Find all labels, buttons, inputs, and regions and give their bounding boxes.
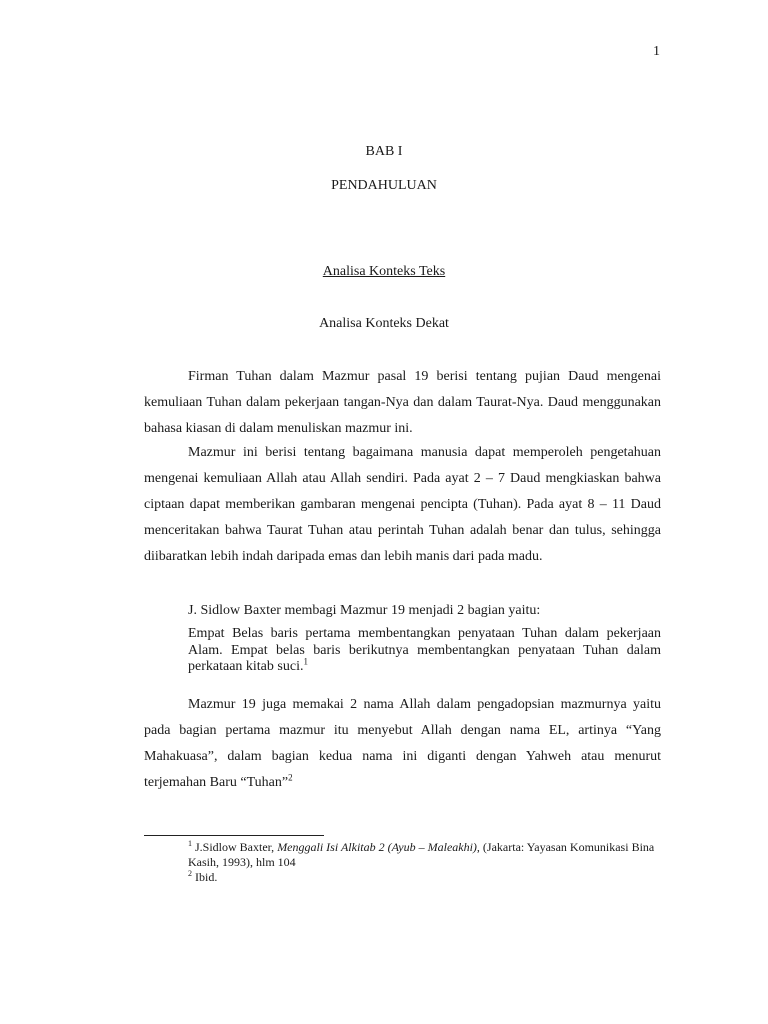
footnote-1-author: J.Sidlow Baxter, — [195, 840, 278, 854]
page-number: 1 — [653, 44, 660, 59]
block-quote — [188, 626, 661, 676]
footnote-ref-2: 2 — [288, 772, 293, 783]
paragraph-4-text: Mazmur 19 juga memakai 2 nama Allah dalam pengadopsian mazmurnya yaitu pada bagian pertama mazmur itu menyebut Allah dengan nama EL, artinya “Yang Mahakuasa”, dalam bagian kedua nama ini diganti dengan Yahweh atau menurut terjemahan Baru “Tuhan” — [144, 697, 661, 790]
paragraph-1: Firman Tuhan dalam Mazmur pasal 19 berisi tentang pujian Daud mengenai kemuliaan Tuhan dalam pekerjaan tangan-Nya dan dalam Taurat-Nya. Daud menggunakan bahasa kiasan di dalam menuliskan mazmur ini. — [144, 369, 661, 436]
footnote-1-title: Menggali Isi Alkitab 2 (Ayub – Maleakhi) — [277, 840, 477, 854]
paragraph-2: Mazmur ini berisi tentang bagaimana manusia dapat memperoleh pengetahuan mengenai kemuliaan Allah atau Allah sendiri. Pada ayat 2 – 7 Daud mengkiaskan bahwa ciptaan dapat memberikan gambaran mengenai pencipta (Tuhan). Pada ayat 8 – 11 Daud menceritakan bahwa Taurat Tuhan atau perintah Tuhan adalah benar dan tulus, sehingga diibaratkan lebih indah daripada emas dan lebih manis dari pada madu. — [144, 445, 661, 564]
block-quote-text: Empat Belas baris pertama membentangkan penyataan Tuhan dalam pekerjaan Alam. Empat belas baris berikutnya membentangkan penyataan Tuhan dalam perkataan kitab suci. — [188, 626, 661, 674]
footnote-2 — [188, 870, 661, 885]
section-title: Analisa Konteks Teks — [322, 264, 446, 279]
footnotes — [188, 840, 661, 885]
footnote-1-number: 1 — [188, 839, 192, 848]
footnote-1 — [188, 840, 661, 870]
footnote-1-rest: , (Jakarta: Yayasan Komunikasi Bina Kasih, 1993), hlm 104 — [188, 840, 655, 869]
paragraph-4 — [144, 692, 661, 796]
footnote-separator — [144, 835, 324, 836]
paragraph-3: J. Sidlow Baxter membagi Mazmur 19 menjadi 2 bagian yaitu: — [188, 603, 541, 618]
chapter-label: BAB I — [365, 144, 403, 159]
chapter-title: PENDAHULUAN — [331, 178, 437, 193]
subsection-title: Analisa Konteks Dekat — [319, 316, 449, 331]
footnote-2-text: Ibid. — [195, 870, 218, 884]
footnote-2-number: 2 — [188, 869, 192, 878]
footnote-ref-1: 1 — [303, 656, 308, 667]
